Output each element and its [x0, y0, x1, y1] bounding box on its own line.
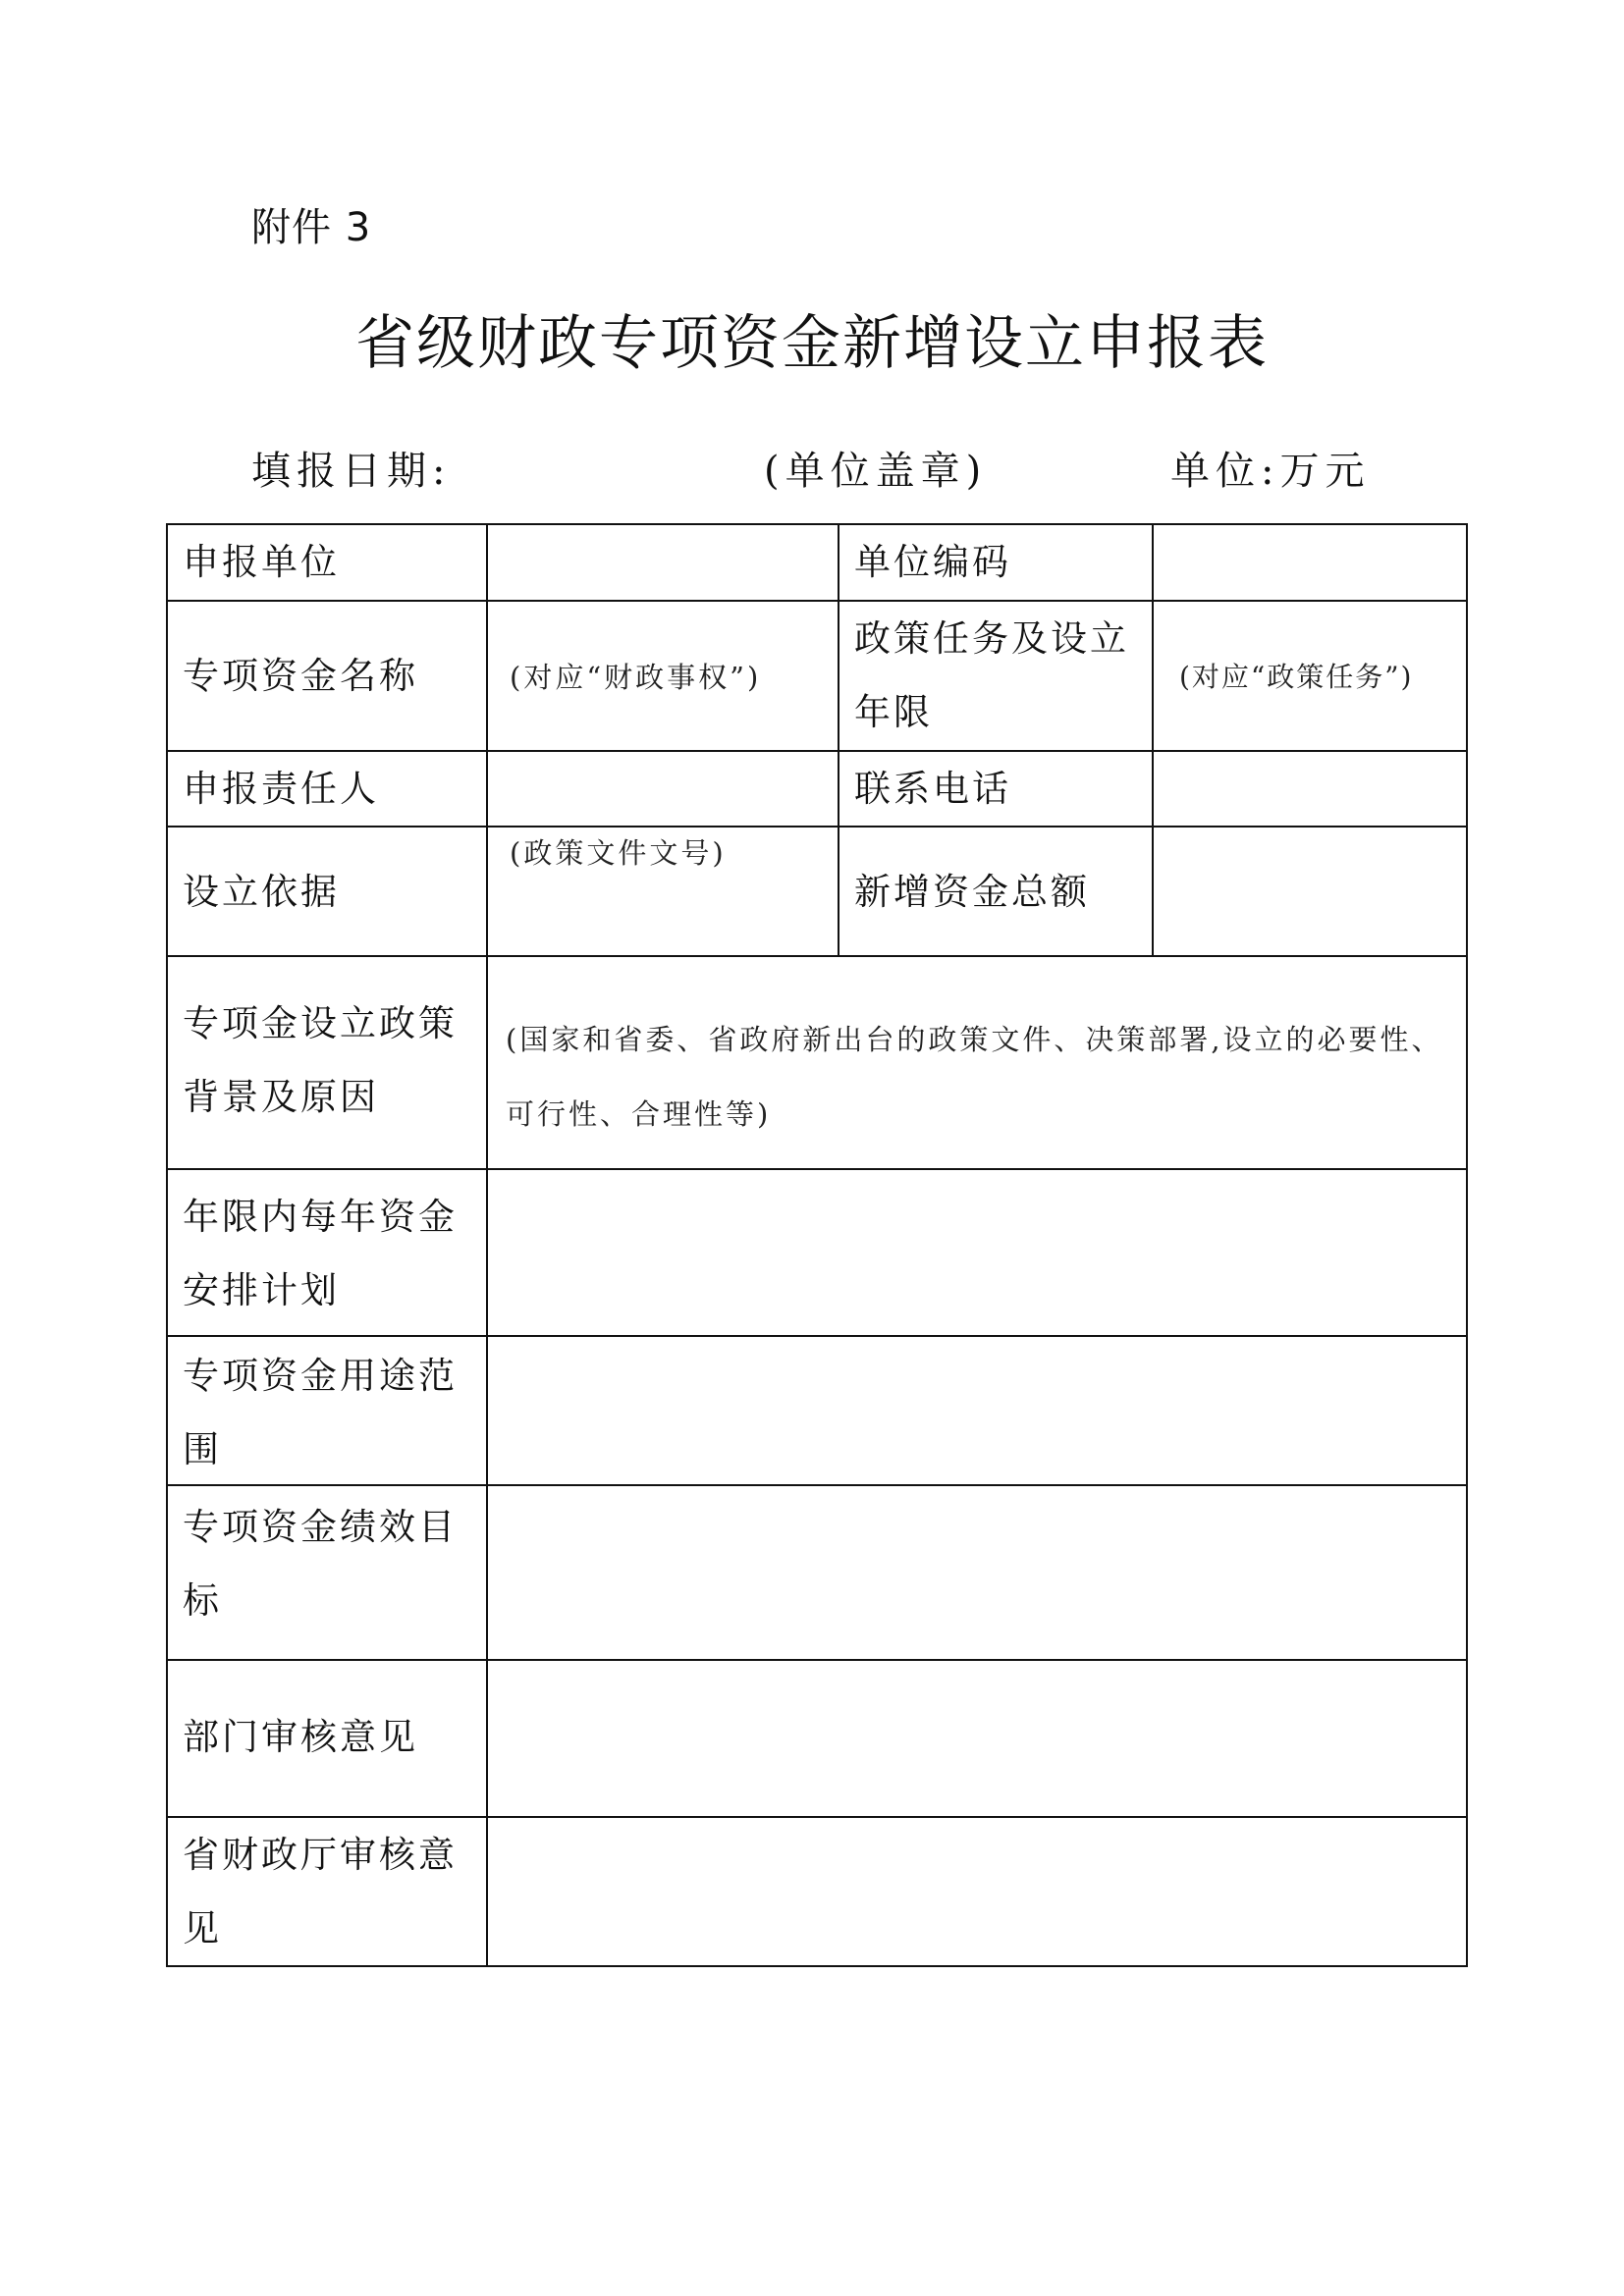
responsible-person-field[interactable]	[488, 752, 838, 826]
policy-task-field[interactable]: (对应“政策任务”)	[1179, 661, 1414, 693]
basis-field[interactable]: (政策文件文号)	[510, 836, 727, 870]
responsible-person-label: 申报责任人	[183, 768, 379, 810]
attachment-number: 附件 3	[251, 205, 372, 250]
seal-label: (单位盖章)	[764, 449, 988, 494]
fund-usage-label: 专项资金用途范围	[183, 1355, 458, 1470]
dept-review-label: 部门审核意见	[183, 1716, 418, 1758]
fill-date-label: 填报日期:	[251, 449, 452, 494]
phone-label: 联系电话	[854, 768, 1011, 810]
application-form-table	[166, 523, 1468, 1967]
performance-goal-field[interactable]	[488, 1486, 1466, 1659]
dept-review-field[interactable]	[488, 1661, 1466, 1816]
policy-background-label: 专项金设立政策背景及原因	[183, 1002, 458, 1118]
applicant-label: 申报单位	[183, 541, 340, 583]
total-amount-field[interactable]	[1154, 828, 1466, 955]
fund-name-label: 专项资金名称	[183, 655, 418, 697]
fund-name-field[interactable]: (对应“财政事权”)	[510, 661, 762, 694]
basis-label: 设立依据	[183, 871, 340, 913]
total-amount-label: 新增资金总额	[854, 871, 1090, 913]
unit-code-field[interactable]	[1154, 525, 1466, 600]
annual-plan-label: 年限内每年资金安排计划	[183, 1196, 458, 1311]
phone-field[interactable]	[1154, 752, 1466, 826]
unit-label: 单位:万元	[1170, 449, 1371, 494]
unit-code-label: 单位编码	[854, 541, 1011, 583]
finance-review-field[interactable]	[488, 1818, 1466, 1965]
applicant-field[interactable]	[488, 525, 838, 600]
policy-background-field[interactable]: (国家和省委、省政府新出台的政策文件、决策部署,设立的必要性、可行性、合理性等)	[506, 1023, 1443, 1131]
fund-usage-field[interactable]	[488, 1337, 1466, 1484]
form-title: 省级财政专项资金新增设立申报表	[355, 309, 1269, 378]
performance-goal-label: 专项资金绩效目标	[183, 1506, 458, 1622]
policy-task-label: 政策任务及设立年限	[854, 617, 1129, 733]
finance-review-label: 省财政厅审核意见	[183, 1834, 458, 1949]
annual-plan-field[interactable]	[488, 1170, 1466, 1335]
